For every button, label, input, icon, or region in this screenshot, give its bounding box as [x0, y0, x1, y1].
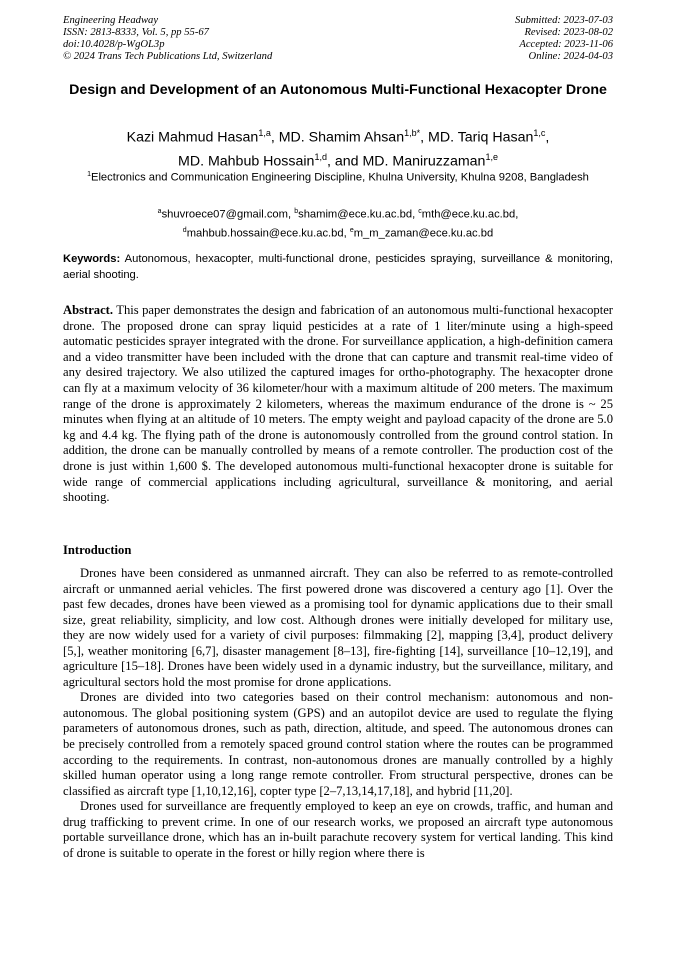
author-affil-mark: 1,b* [404, 128, 421, 138]
submitted-date: Submitted: 2023-07-03 [515, 15, 613, 26]
keywords-section [63, 252, 613, 283]
author-name: Kazi Mahmud Hasan [126, 129, 259, 146]
author-list [63, 124, 613, 171]
abstract-label: Abstract. [63, 303, 114, 317]
journal-doi: doi:10.4028/p-WgOL3p [63, 39, 165, 50]
affiliation-text: Electronics and Communication Engineering Discipline, Khulna University, Khulna 9208, Bangladesh [90, 171, 589, 184]
author-separator: , [545, 129, 550, 146]
email-mark: a [157, 208, 162, 215]
keywords-text: Autonomous, hexacopter, multi-functional drone, pesticides spraying, surveillance & monitoring, aerial shooting. [63, 253, 613, 281]
body-paragraph: Drones used for surveillance are frequently employed to keep an eye on crowds, traffic, and human and drug trafficking to prevent crime. In one of our research works, we proposed an aircraft type autonomous portable surveillance drone, which has an in-built parachute recovery system for vertical landing. This kind of drone is suitable to operate in the forest or hilly region where there is [63, 799, 613, 860]
email-separator: , [412, 208, 419, 221]
journal-name: Engineering Headway [63, 15, 159, 26]
body-paragraph: Drones are divided into two categories based on their control mechanism: autonomous and non-autonomous. The global positioning system (GPS) and an autopilot device are used to regulate the flying parameters of autonomous drones, such as path, direction, altitude, and speed. The autonomous drones can be precisely controlled from a remotely spaced ground control station where the routes can be programmed according to the requirements. In contrast, non-autonomous drones are manually controlled by a highly skilled human operator using a long range remote controller. From structural perspective, drones can be classified as aircraft type [1,10,12,16], copter type [2–7,13,14,17,18], and hybrid [11,20]. [63, 690, 613, 798]
email-address: shuvroece07@gmail.com [161, 208, 288, 221]
author-affil-mark: 1,a [258, 128, 271, 138]
author-name: MD. Maniruzzaman [362, 153, 486, 170]
journal-info-block [63, 15, 272, 63]
author-affil-mark: 1,e [485, 151, 498, 162]
email-mark: b [294, 208, 299, 215]
online-date: Online: 2024-04-03 [528, 51, 613, 62]
email-separator: , [515, 208, 519, 221]
email-separator: , [287, 208, 295, 221]
revised-date: Revised: 2023-08-02 [524, 27, 613, 38]
author-separator: , and [326, 153, 363, 170]
author-affil-mark: 1,d [314, 151, 327, 162]
email-address: mahbub.hossain@ece.ku.ac.bd [186, 227, 344, 240]
affiliation [63, 167, 613, 186]
dates-block [515, 15, 613, 63]
author-affil-mark: 1,c [533, 128, 546, 138]
author-separator: , [420, 129, 428, 146]
introduction-body [63, 566, 613, 861]
abstract-section [63, 303, 613, 506]
keywords-label: Keywords: [63, 253, 121, 265]
section-heading: Introduction [63, 543, 132, 557]
abstract-text: This paper demonstrates the design and fabrication of an autonomous multi-functional hexacopter drone. The proposed drone can spray liquid pesticides at a rate of 1 liter/minute using a high-speed automatic pesticides sprayer integrated with the drone. For surveillance application, a high-definition camera and a video transmitter have been included with the drone that can capture and transmit real-time video of any desired trajectory. We also utilized the captured images for ortho-photography. The hexacopter drone can fly at a maximum velocity of 36 kilometer/hour with a maximum altitude of 200 meters. The maximum range of the drone is approximately 2 kilometers, whereas the maximum endurance of the drone is ~ 25 minutes when flying at an altitude of 10 meters. The empty weight and payload capacity of the drone are 5.0 kg and 4.4 kg. The flying path of the drone is autonomously controlled from the ground control station. In addition, the drone can be manually controlled by means of a remote controller. The production cost of the drone is just within 1,600 $. The developed autonomous multi-functional hexacopter drone is suitable for wide range of commercial applications including agricultural, surveillance & monitoring, and aerial shooting. [63, 303, 614, 505]
email-list [63, 204, 613, 242]
journal-copyright: © 2024 Trans Tech Publications Ltd, Switzerland [63, 51, 273, 62]
email-mark: e [349, 227, 354, 235]
affiliation-mark: 1 [87, 171, 91, 178]
journal-issn: ISSN: 2813-8333, Vol. 5, pp 55-67 [63, 27, 209, 38]
author-name: MD. Shamim Ahsan [278, 129, 405, 146]
paper-title: Design and Development of an Autonomous Multi-Functional Hexacopter Drone [69, 82, 607, 98]
author-name: MD. Mahbub Hossain [178, 153, 315, 170]
email-separator: , [343, 227, 350, 240]
body-paragraph: Drones have been considered as unmanned aircraft. They can also be referred to as remote-controlled aircraft or unmanned aerial vehicles. The first powered drone was discovered a century ago [1]. Over the past few decades, drones have been viewed as a promising tool for dynamic applications due to their small size, great reliability, simplicity, and low cost. Although drones were initially developed for military use, they are now widely used for a variety of civil purposes: filmmaking [2], mapping [3,4], product delivery [5,], weather monitoring [6,7], disaster management [8–13], fire-fighting [14], surveillance [10–12,19], and agriculture [15–18]. Drones have been widely used in a dynamic industry, but the surveillance, military, and agricultural sectors hold the most promise for drone applications. [63, 566, 613, 689]
email-address: mth@ece.ku.ac.bd [421, 208, 516, 221]
email-address: m_m_zaman@ece.ku.ac.bd [353, 227, 494, 240]
accepted-date: Accepted: 2023-11-06 [519, 39, 613, 50]
author-separator: , [270, 129, 279, 146]
email-address: shamim@ece.ku.ac.bd [298, 208, 413, 221]
author-name: MD. Tariq Hasan [428, 129, 534, 146]
email-mark: c [418, 208, 422, 215]
email-mark: d [182, 227, 187, 235]
